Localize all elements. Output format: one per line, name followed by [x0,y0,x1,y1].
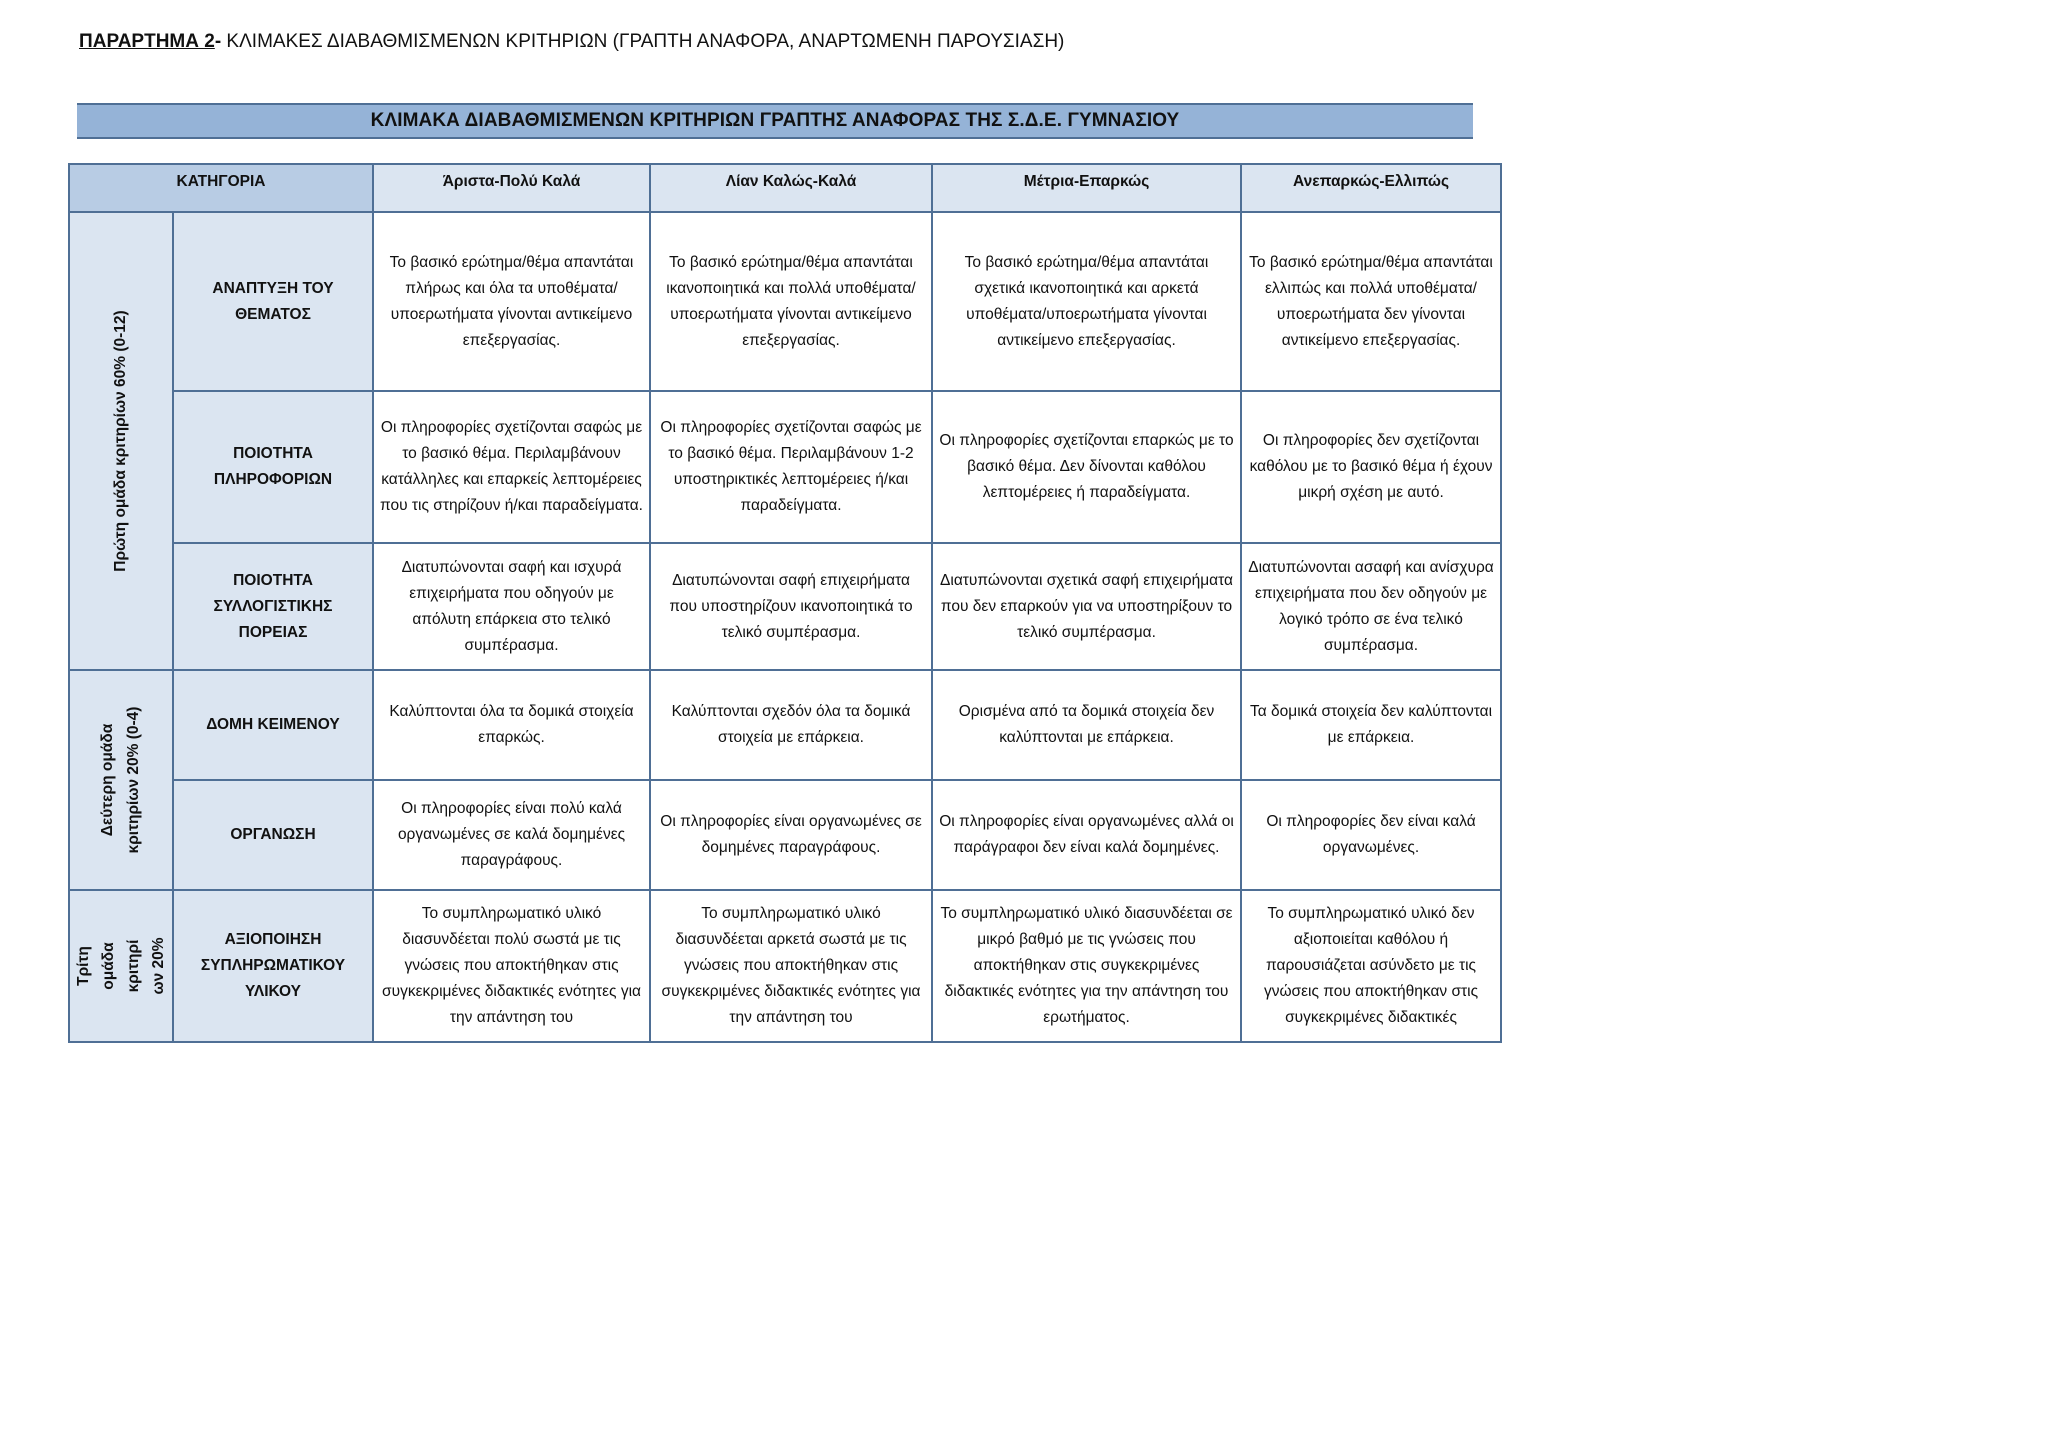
criterion-label: ΟΡΓΑΝΩΣΗ [173,780,373,890]
group-label-line: ων 20% [150,937,167,995]
column-header-level-3: Μέτρια-Επαρκώς [932,164,1241,212]
rubric-cell: Οι πληροφορίες είναι οργανωμένες αλλά οι παράγραφοι δεν είναι καλά δομημένες. [932,780,1241,890]
table-row [69,391,1501,543]
heading-dash: - [214,31,222,52]
rubric-cell: Το συμπληρωματικό υλικό δεν αξιοποιείται καθόλου ή παρουσιάζεται ασύνδετο με τις γνώσεις που αποκτήθηκαν στις συγκεκριμένες διδακτικές [1241,890,1501,1042]
rubric-cell: Το βασικό ερώτημα/θέμα απαντάται ελλιπώς και πολλά υποθέματα/υποερωτήματα δεν γίνονται αντικείμενο επεξεργασίας. [1241,212,1501,391]
appendix-label: ΠΑΡΑΡΤΗΜΑ 2 [79,31,215,52]
rubric-cell: Το συμπληρωματικό υλικό διασυνδέεται πολύ σωστά με τις γνώσεις που αποκτήθηκαν στις συγκεκριμένες διδακτικές ενότητες για την απάντηση του [373,890,650,1042]
group-label-text [71,937,171,994]
rubric-cell: Οι πληροφορίες είναι πολύ καλά οργανωμένες σε καλά δομημένες παραγράφους. [373,780,650,890]
group-label-line: κριτηρίων 20% (0-4) [125,706,142,854]
rubric-cell: Οι πληροφορίες είναι οργανωμένες σε δομημένες παραγράφους. [650,780,932,890]
criterion-label: ΑΝΑΠΤΥΞΗ ΤΟΥ ΘΕΜΑΤΟΣ [173,212,373,391]
appendix-title: ΚΛΙΜΑΚΕΣ ΔΙΑΒΑΘΜΙΣΜΕΝΩΝ ΚΡΙΤΗΡΙΩΝ (ΓΡΑΠΤΗ ΑΝΑΦΟΡΑ, ΑΝΑΡΤΩΜΕΝΗ ΠΑΡΟΥΣΙΑΣΗ) [221,31,1065,52]
group-label-2 [69,670,173,890]
table-row [69,543,1501,670]
rubric-cell: Διατυπώνονται σχετικά σαφή επιχειρήματα που δεν επαρκούν για να υποστηρίξουν το τελικό συμπέρασμα. [932,543,1241,670]
table-row [69,780,1501,890]
rubric-cell: Καλύπτονται σχεδόν όλα τα δομικά στοιχεία με επάρκεια. [650,670,932,780]
group-label-3 [69,890,173,1042]
rubric-cell: Οι πληροφορίες δεν είναι καλά οργανωμένες. [1241,780,1501,890]
criterion-label: ΠΟΙΟΤΗΤΑ ΠΛΗΡΟΦΟΡΙΩΝ [173,391,373,543]
group-label-text: Πρώτη ομάδα κριτηρίων 60% (0-12) [112,310,129,572]
group-label-line: ομάδα [100,942,117,990]
table-row [69,670,1501,780]
header-row [69,164,1501,212]
rubric-cell: Το συμπληρωματικό υλικό διασυνδέεται σε μικρό βαθμό με τις γνώσεις που αποκτήθηκαν στις συγκεκριμένες διδακτικές ενότητες για την απάντηση του ερωτήματος. [932,890,1241,1042]
rubric-cell: Οι πληροφορίες σχετίζονται σαφώς με το βασικό θέμα. Περιλαμβάνουν 1-2 υποστηρικτικές λεπτομέρειες ή/και παραδείγματα. [650,391,932,543]
rubric-cell: Οι πληροφορίες σχετίζονται σαφώς με το βασικό θέμα. Περιλαμβάνουν κατάλληλες και επαρκείς λεπτομέρειες που τις στηρίζουν ή/και παραδείγματα. [373,391,650,543]
column-header-category: ΚΑΤΗΓΟΡΙΑ [69,164,373,212]
table-row [69,212,1501,391]
rubric-cell: Το συμπληρωματικό υλικό διασυνδέεται αρκετά σωστά με τις γνώσεις που αποκτήθηκαν στις συγκεκριμένες διδακτικές ενότητες για την απάντηση του [650,890,932,1042]
column-header-level-2: Λίαν Καλώς-Καλά [650,164,932,212]
criterion-label: ΔΟΜΗ ΚΕΙΜΕΝΟΥ [173,670,373,780]
column-header-level-1: Άριστα-Πολύ Καλά [373,164,650,212]
group-label-line: κριτηρί [125,939,142,993]
criterion-label: ΑΞΙΟΠΟΙΗΣΗ ΣΥΠΛΗΡΩΜΑΤΙΚΟΥ ΥΛΙΚΟΥ [173,890,373,1042]
group-label-line: Δεύτερη ομάδα [99,723,116,837]
column-header-level-4: Ανεπαρκώς-Ελλιπώς [1241,164,1501,212]
document-heading [79,30,1064,54]
rubric-cell: Το βασικό ερώτημα/θέμα απαντάται πλήρως και όλα τα υποθέματα/υποερωτήματα γίνονται αντικείμενο επεξεργασίας. [373,212,650,391]
table-row [69,890,1501,1042]
rubric-cell: Διατυπώνονται σαφή επιχειρήματα που υποστηρίζουν ικανοποιητικά το τελικό συμπέρασμα. [650,543,932,670]
rubric-cell: Καλύπτονται όλα τα δομικά στοιχεία επαρκώς. [373,670,650,780]
rubric-cell: Οι πληροφορίες δεν σχετίζονται καθόλου με το βασικό θέμα ή έχουν μικρή σχέση με αυτό. [1241,391,1501,543]
rubric-cell: Τα δομικά στοιχεία δεν καλύπτονται με επάρκεια. [1241,670,1501,780]
rubric-table [68,163,1502,1043]
rubric-cell: Το βασικό ερώτημα/θέμα απαντάται σχετικά ικανοποιητικά και αρκετά υποθέματα/υποερωτήματα γίνονται αντικείμενο επεξεργασίας. [932,212,1241,391]
group-label-line: Τρίτη [75,946,92,986]
group-label-text [95,707,147,854]
rubric-cell: Ορισμένα από τα δομικά στοιχεία δεν καλύπτονται με επάρκεια. [932,670,1241,780]
rubric-cell: Διατυπώνονται ασαφή και ανίσχυρα επιχειρήματα που δεν οδηγούν με λογικό τρόπο σε ένα τελικό συμπέρασμα. [1241,543,1501,670]
criterion-label: ΠΟΙΟΤΗΤΑ ΣΥΛΛΟΓΙΣΤΙΚΗΣ ΠΟΡΕΙΑΣ [173,543,373,670]
group-label-1 [69,212,173,670]
rubric-cell: Οι πληροφορίες σχετίζονται επαρκώς με το βασικό θέμα. Δεν δίνονται καθόλου λεπτομέρειες ή παραδείγματα. [932,391,1241,543]
table-title: ΚΛΙΜΑΚΑ ΔΙΑΒΑΘΜΙΣΜΕΝΩΝ ΚΡΙΤΗΡΙΩΝ ΓΡΑΠΤΗΣ ΑΝΑΦΟΡΑΣ ΤΗΣ Σ.Δ.Ε. ΓΥΜΝΑΣΙΟΥ [77,103,1473,139]
rubric-cell: Διατυπώνονται σαφή και ισχυρά επιχειρήματα που οδηγούν με απόλυτη επάρκεια στο τελικό συμπέρασμα. [373,543,650,670]
rubric-cell: Το βασικό ερώτημα/θέμα απαντάται ικανοποιητικά και πολλά υποθέματα/υποερωτήματα γίνονται αντικείμενο επεξεργασίας. [650,212,932,391]
